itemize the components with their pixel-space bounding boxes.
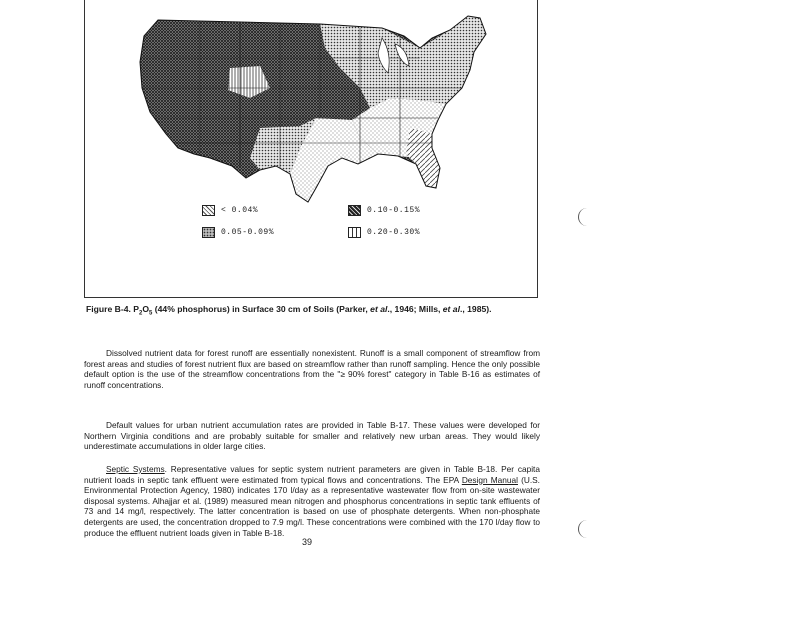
section-heading: Septic Systems xyxy=(106,464,165,474)
paragraph-septic-systems: Septic Systems. Representative values for septic system nutrient parameters are given in Table B-18. Per capita nutrient loads in septic tank effluent were estimated from typical flows and concentrations. The EPA Design Manual (U.S. Environmental Protection Agency, 1980) indicates 170 l/day as a representative wastewater flow from on-site wastewater disposal systems. Alhajjar et al. (1989) measured mean nitrogen and phosphorus concentrations in septic tank effluents of 73 and 14 mg/l, respectively. The latter concentration is based on use of phosphate detergents. When non-phosphate detergents are used, the concentration dropped to 7.9 mg/l. These concentrations were combined with the 170 l/day flow to produce the effluent nutrient loads given in Table B-18. xyxy=(84,464,540,538)
legend-label: 0.10-0.15% xyxy=(367,206,421,215)
paragraph-urban-accumulation: Default values for urban nutrient accumulation rates are provided in Table B-17. These values were developed for Northern Virginia conditions and are probably suitable for smaller and relatively new urban areas. They would likely underestimate accumulations in older large cities. xyxy=(84,420,540,452)
binding-mark xyxy=(578,520,593,538)
legend-swatch xyxy=(348,227,361,238)
legend-item xyxy=(202,205,258,216)
legend-swatch xyxy=(348,205,361,216)
figure-caption: Figure B-4. $P_2O_5$ (44% phosphorus) in Surface 30 cm of Soils (Parker, et al., 1946; Mills, et al., 1985). xyxy=(86,304,492,317)
page-number: 39 xyxy=(302,537,313,547)
legend-swatch xyxy=(202,205,215,216)
figure-frame-left xyxy=(84,0,85,298)
legend-swatch xyxy=(202,227,215,238)
design-manual-reference: Design Manual xyxy=(461,474,518,485)
binding-mark xyxy=(578,208,593,226)
legend-label: 0.20-0.30% xyxy=(367,228,421,237)
figure-frame-bottom xyxy=(84,297,538,298)
us-soil-phosphorus-map xyxy=(120,8,500,203)
legend-label: 0.05-0.09% xyxy=(221,228,275,237)
map-legend xyxy=(202,205,462,245)
paragraph-forest-runoff: Dissolved nutrient data for forest runoff are essentially nonexistent. Runoff is a small component of streamflow from forest areas and studies of forest nutrient flux are based on streamflow rather than runoff sampling. Hence the only possible default option is the use of the streamflow concentrations from the "≥ 90% forest" category in Table B-16 as estimates of runoff concentrations. xyxy=(84,348,540,390)
legend-item xyxy=(348,227,420,238)
figure-frame-right xyxy=(537,0,538,298)
legend-item xyxy=(348,205,420,216)
legend-label: < 0.04% xyxy=(221,206,259,215)
legend-item xyxy=(202,227,274,238)
